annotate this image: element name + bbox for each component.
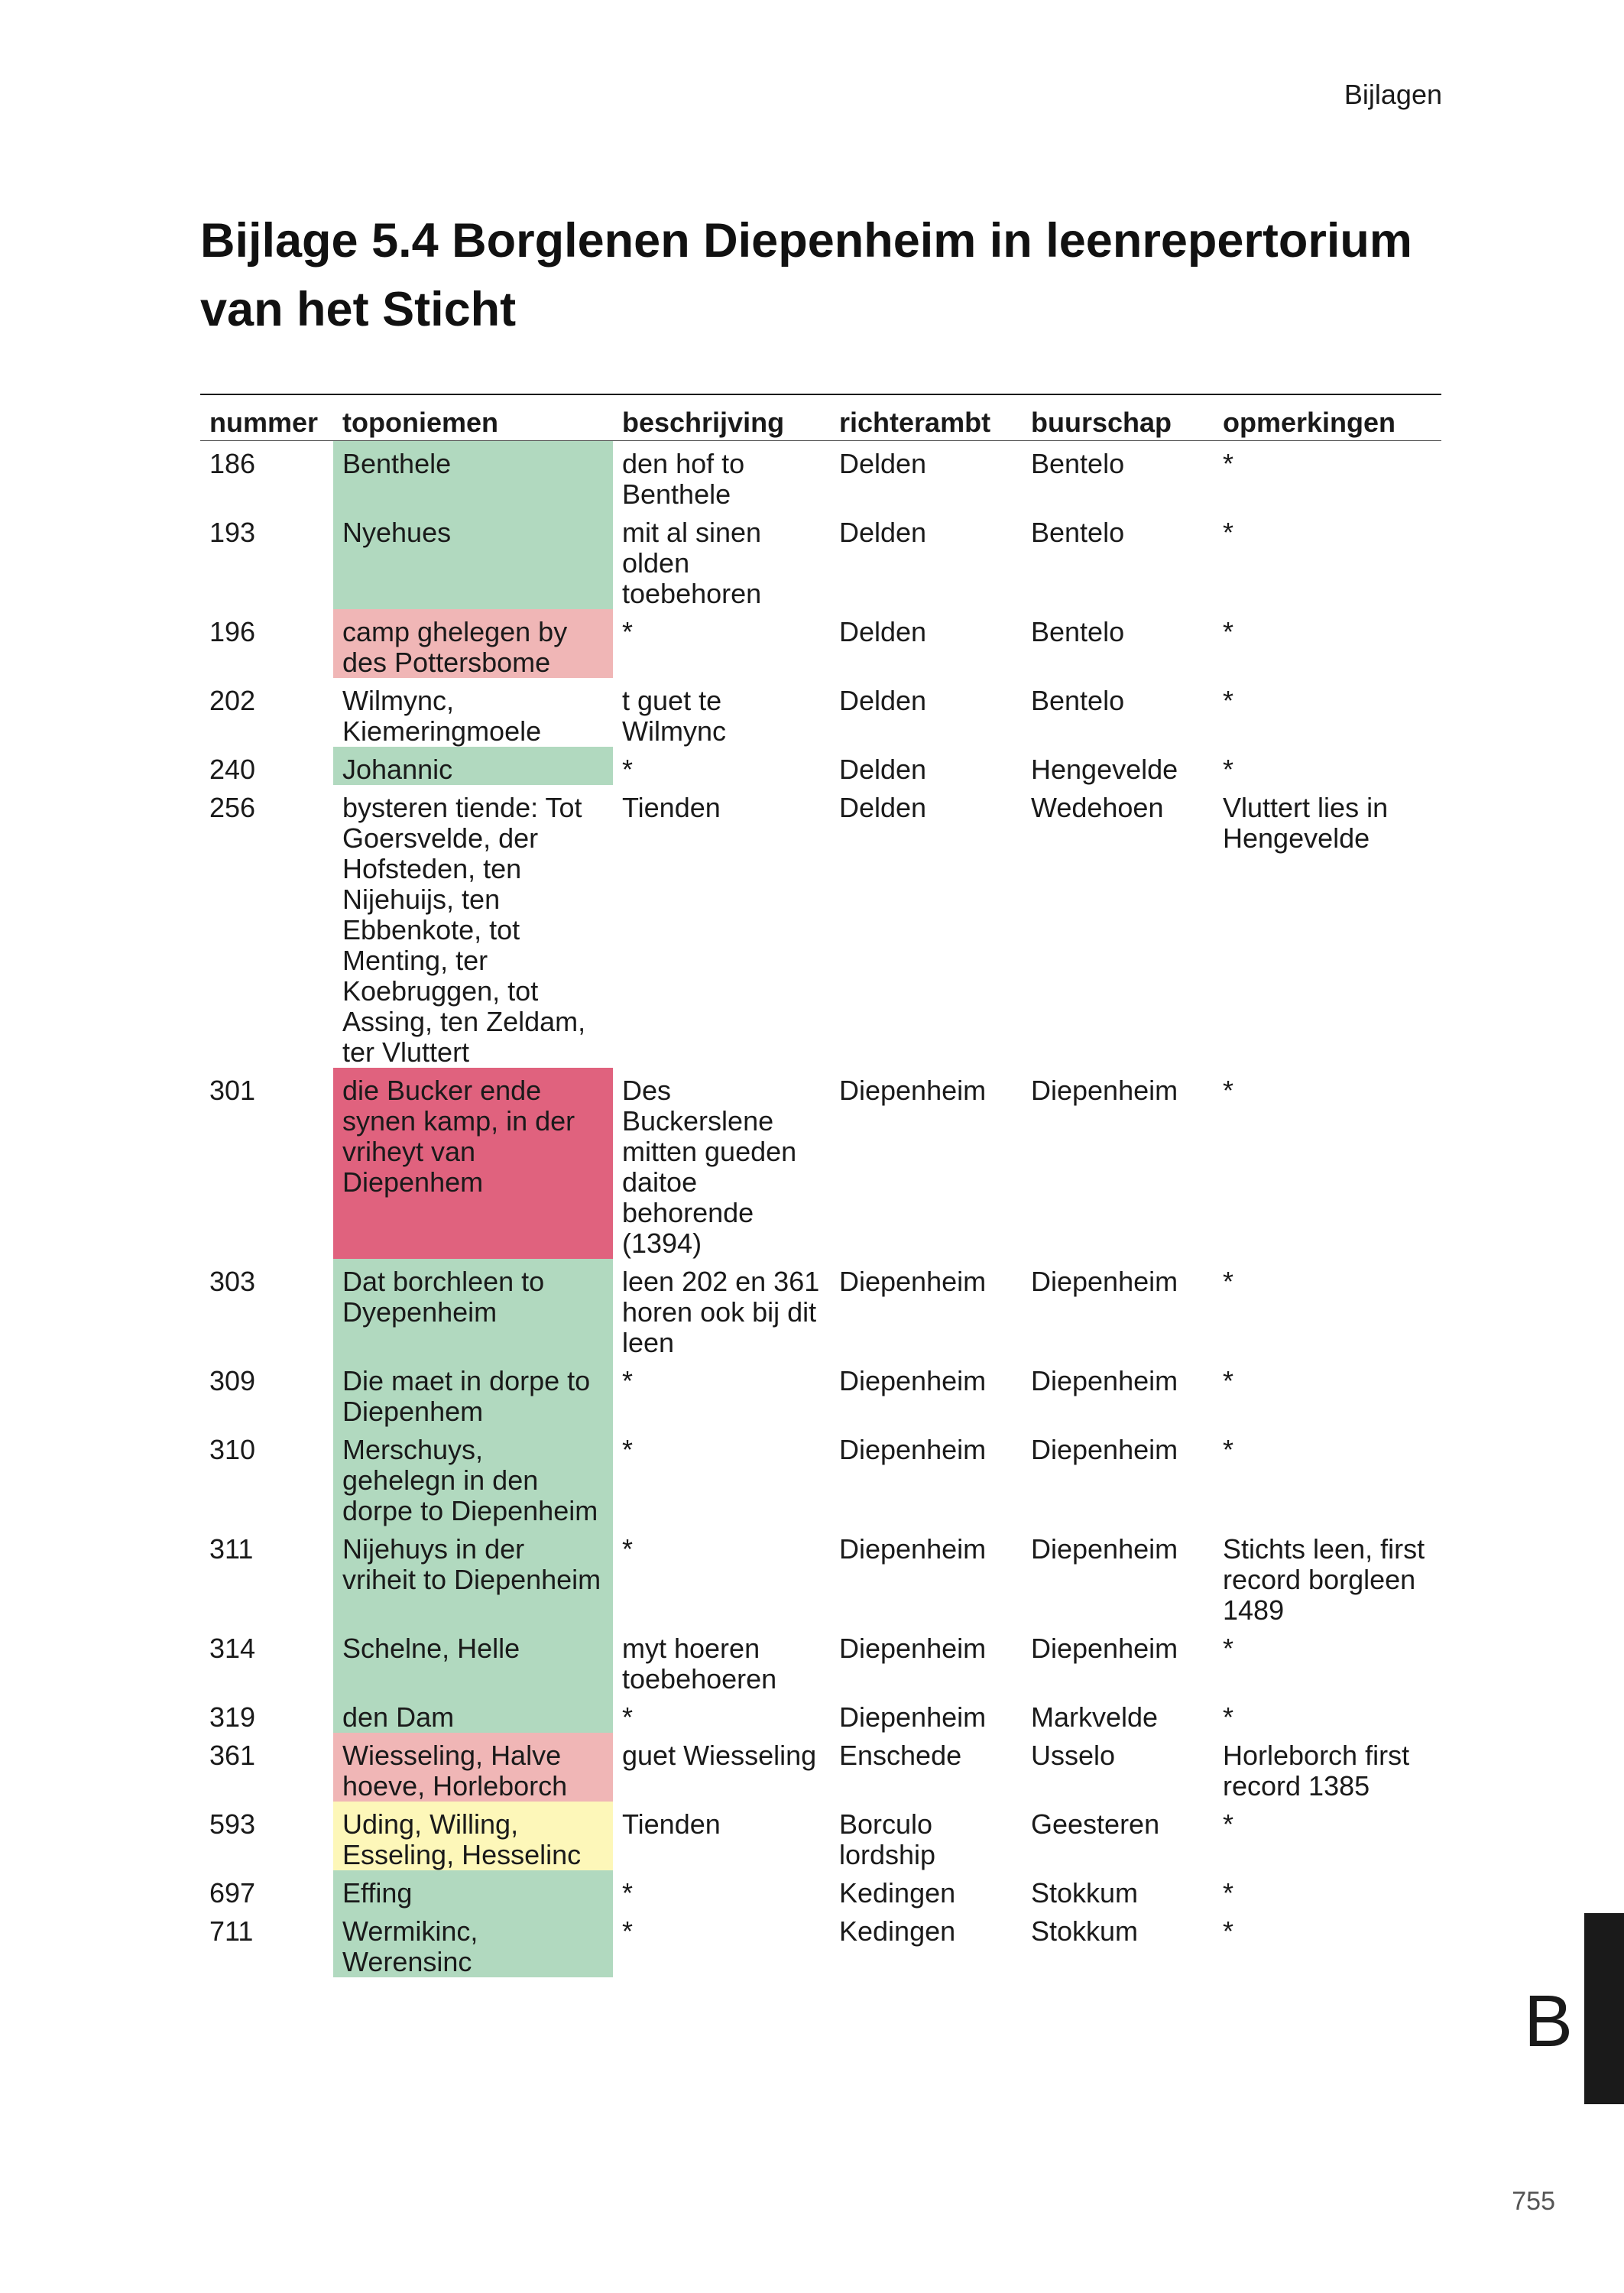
cell-opmerkingen: *	[1223, 1074, 1234, 1106]
cell-opmerkingen: *	[1223, 1433, 1234, 1465]
cell-opmerkingen: *	[1223, 1364, 1234, 1396]
page-title: Bijlage 5.4 Borglenen Diepenheim in leenrepertorium van het Sticht	[200, 214, 1412, 336]
cell-nummer: 202	[209, 684, 256, 716]
cell-opmerkingen: Horleborch first record 1385	[1223, 1739, 1410, 1802]
cell-buurschap: Stokkum	[1031, 1876, 1139, 1909]
table-row	[200, 440, 1441, 510]
cell-buurschap: Bentelo	[1031, 684, 1125, 716]
cell-opmerkingen: *	[1223, 615, 1234, 647]
cell-richterambt: Delden	[839, 753, 927, 785]
cell-opmerkingen: *	[1223, 447, 1234, 479]
cell-beschrijving: t guet te Wilmync	[622, 684, 726, 747]
cell-richterambt: Diepenheim	[839, 1532, 987, 1565]
leen-table	[200, 394, 1441, 1977]
cell-buurschap: Geesteren	[1031, 1808, 1160, 1840]
table-row	[200, 1068, 1441, 1259]
table-row	[200, 609, 1441, 678]
cell-richterambt: Diepenheim	[839, 1074, 987, 1106]
header-richterambt: richterambt	[830, 394, 1022, 440]
table-row	[200, 1358, 1441, 1427]
cell-toponiemen: Wermikinc, Werensinc	[333, 1909, 613, 1977]
cell-nummer: 303	[209, 1265, 256, 1297]
cell-nummer: 301	[209, 1074, 256, 1106]
table-row	[200, 785, 1441, 1068]
cell-nummer: 361	[209, 1739, 256, 1771]
cell-opmerkingen: *	[1223, 1876, 1234, 1909]
cell-nummer: 711	[209, 1915, 254, 1947]
cell-toponiemen: Johannic	[333, 747, 613, 785]
cell-buurschap: Wedehoen	[1031, 791, 1164, 823]
cell-buurschap: Diepenheim	[1031, 1632, 1178, 1664]
cell-nummer: 314	[209, 1632, 256, 1664]
cell-beschrijving: leen 202 en 361 horen ook bij dit leen	[622, 1265, 820, 1358]
cell-buurschap: Markvelde	[1031, 1701, 1159, 1733]
cell-buurschap: Diepenheim	[1031, 1364, 1178, 1396]
cell-richterambt: Delden	[839, 516, 927, 548]
cell-opmerkingen: *	[1223, 1632, 1234, 1664]
cell-beschrijving: myt hoeren toebehoeren	[622, 1632, 777, 1695]
cell-richterambt: Delden	[839, 615, 927, 647]
cell-toponiemen: Wilmync, Kiemeringmoele	[342, 684, 542, 747]
cell-nummer: 311	[209, 1532, 254, 1565]
cell-toponiemen: Wiesseling, Halve hoeve, Horleborch	[333, 1733, 613, 1802]
cell-opmerkingen: *	[1223, 516, 1234, 548]
cell-beschrijving: Tienden	[622, 791, 721, 823]
table-header-row	[200, 394, 1441, 440]
cell-beschrijving: *	[622, 1915, 634, 1947]
cell-richterambt: Borculo lordship	[839, 1808, 936, 1870]
cell-nummer: 240	[209, 753, 256, 785]
cell-buurschap: Diepenheim	[1031, 1433, 1178, 1465]
cell-beschrijving: *	[622, 1364, 634, 1396]
cell-buurschap: Bentelo	[1031, 516, 1125, 548]
cell-beschrijving: mit al sinen olden toebehoren	[622, 516, 762, 609]
header-nummer: nummer	[200, 394, 333, 440]
header-toponiemen: toponiemen	[333, 394, 613, 440]
cell-opmerkingen: Vluttert lies in Hengevelde	[1223, 791, 1389, 854]
section-letter: B	[1524, 1980, 1574, 2062]
table-row	[200, 1870, 1441, 1909]
cell-beschrijving: *	[622, 1876, 634, 1909]
cell-beschrijving: *	[622, 1433, 634, 1465]
cell-nummer: 319	[209, 1701, 256, 1733]
cell-toponiemen: den Dam	[333, 1695, 613, 1733]
cell-opmerkingen: *	[1223, 1915, 1234, 1947]
cell-toponiemen: Schelne, Helle	[333, 1626, 613, 1695]
header-beschrijving: beschrijving	[613, 394, 830, 440]
cell-toponiemen: Uding, Willing, Esseling, Hesselinc	[333, 1802, 613, 1870]
cell-toponiemen: die Bucker ende synen kamp, in der vriheyt van Diepenhem	[333, 1068, 613, 1259]
cell-buurschap: Diepenheim	[1031, 1265, 1178, 1297]
cell-beschrijving: guet Wiesseling	[622, 1739, 817, 1771]
cell-toponiemen: Dat borchleen to Dyepenheim	[333, 1259, 613, 1358]
cell-nummer: 196	[209, 615, 256, 647]
cell-opmerkingen: Stichts leen, first record borgleen 1489	[1223, 1532, 1425, 1626]
cell-richterambt: Enschede	[839, 1739, 962, 1771]
cell-richterambt: Delden	[839, 447, 927, 479]
header-buurschap: buurschap	[1022, 394, 1214, 440]
cell-opmerkingen: *	[1223, 684, 1234, 716]
cell-richterambt: Diepenheim	[839, 1265, 987, 1297]
cell-buurschap: Stokkum	[1031, 1915, 1139, 1947]
table-row	[200, 1733, 1441, 1802]
cell-nummer: 593	[209, 1808, 256, 1840]
table-row	[200, 510, 1441, 609]
cell-richterambt: Diepenheim	[839, 1632, 987, 1664]
cell-buurschap: Usselo	[1031, 1739, 1116, 1771]
cell-richterambt: Kedingen	[839, 1915, 956, 1947]
cell-nummer: 193	[209, 516, 256, 548]
table-row	[200, 1259, 1441, 1358]
cell-nummer: 697	[209, 1876, 256, 1909]
cell-beschrijving: *	[622, 1701, 634, 1733]
table-row	[200, 678, 1441, 747]
cell-toponiemen: Merschuys, gehelegn in den dorpe to Diepenheim	[333, 1427, 613, 1526]
table-row	[200, 1626, 1441, 1695]
cell-toponiemen: camp ghelegen by des Pottersbome	[333, 609, 613, 678]
cell-nummer: 309	[209, 1364, 256, 1396]
cell-beschrijving: *	[622, 753, 634, 785]
table-row	[200, 1909, 1441, 1977]
cell-toponiemen: Benthele	[333, 440, 613, 510]
cell-opmerkingen: *	[1223, 1808, 1234, 1840]
cell-richterambt: Diepenheim	[839, 1701, 987, 1733]
cell-toponiemen: bysteren tiende: Tot Goersvelde, der Hofsteden, ten Nijehuijs, ten Ebbenkote, tot Menting, ter Koebruggen, tot Assing, ten Zeldam, ter Vluttert	[342, 791, 586, 1068]
cell-richterambt: Diepenheim	[839, 1433, 987, 1465]
table-row	[200, 1802, 1441, 1870]
cell-buurschap: Hengevelde	[1031, 753, 1178, 785]
cell-buurschap: Bentelo	[1031, 447, 1125, 479]
cell-toponiemen: Effing	[333, 1870, 613, 1909]
table-row	[200, 1695, 1441, 1733]
header-opmerkingen: opmerkingen	[1214, 394, 1441, 440]
cell-opmerkingen: *	[1223, 753, 1234, 785]
cell-buurschap: Diepenheim	[1031, 1074, 1178, 1106]
cell-opmerkingen: *	[1223, 1265, 1234, 1297]
cell-beschrijving: den hof to Benthele	[622, 447, 745, 510]
cell-beschrijving: Tienden	[622, 1808, 721, 1840]
cell-buurschap: Diepenheim	[1031, 1532, 1178, 1565]
cell-nummer: 256	[209, 791, 256, 823]
cell-toponiemen: Nyehues	[333, 510, 613, 609]
cell-beschrijving: Des Buckerslene mitten gueden daitoe behorende (1394)	[622, 1074, 797, 1259]
cell-toponiemen: Nijehuys in der vriheit to Diepenheim	[333, 1526, 613, 1626]
cell-opmerkingen: *	[1223, 1701, 1234, 1733]
page-number: 755	[1512, 2187, 1555, 2216]
section-thumb-tab	[1584, 1913, 1624, 2104]
running-head: Bijlagen	[1344, 79, 1442, 110]
table-row	[200, 747, 1441, 785]
table-body	[200, 440, 1441, 1977]
cell-nummer: 310	[209, 1433, 256, 1465]
cell-richterambt: Delden	[839, 791, 927, 823]
cell-beschrijving: *	[622, 1532, 634, 1565]
cell-richterambt: Kedingen	[839, 1876, 956, 1909]
table-row	[200, 1526, 1441, 1626]
cell-nummer: 186	[209, 447, 256, 479]
cell-toponiemen: Die maet in dorpe to Diepenhem	[333, 1358, 613, 1427]
table-row	[200, 1427, 1441, 1526]
cell-buurschap: Bentelo	[1031, 615, 1125, 647]
cell-richterambt: Delden	[839, 684, 927, 716]
cell-beschrijving: *	[622, 615, 634, 647]
cell-richterambt: Diepenheim	[839, 1364, 987, 1396]
